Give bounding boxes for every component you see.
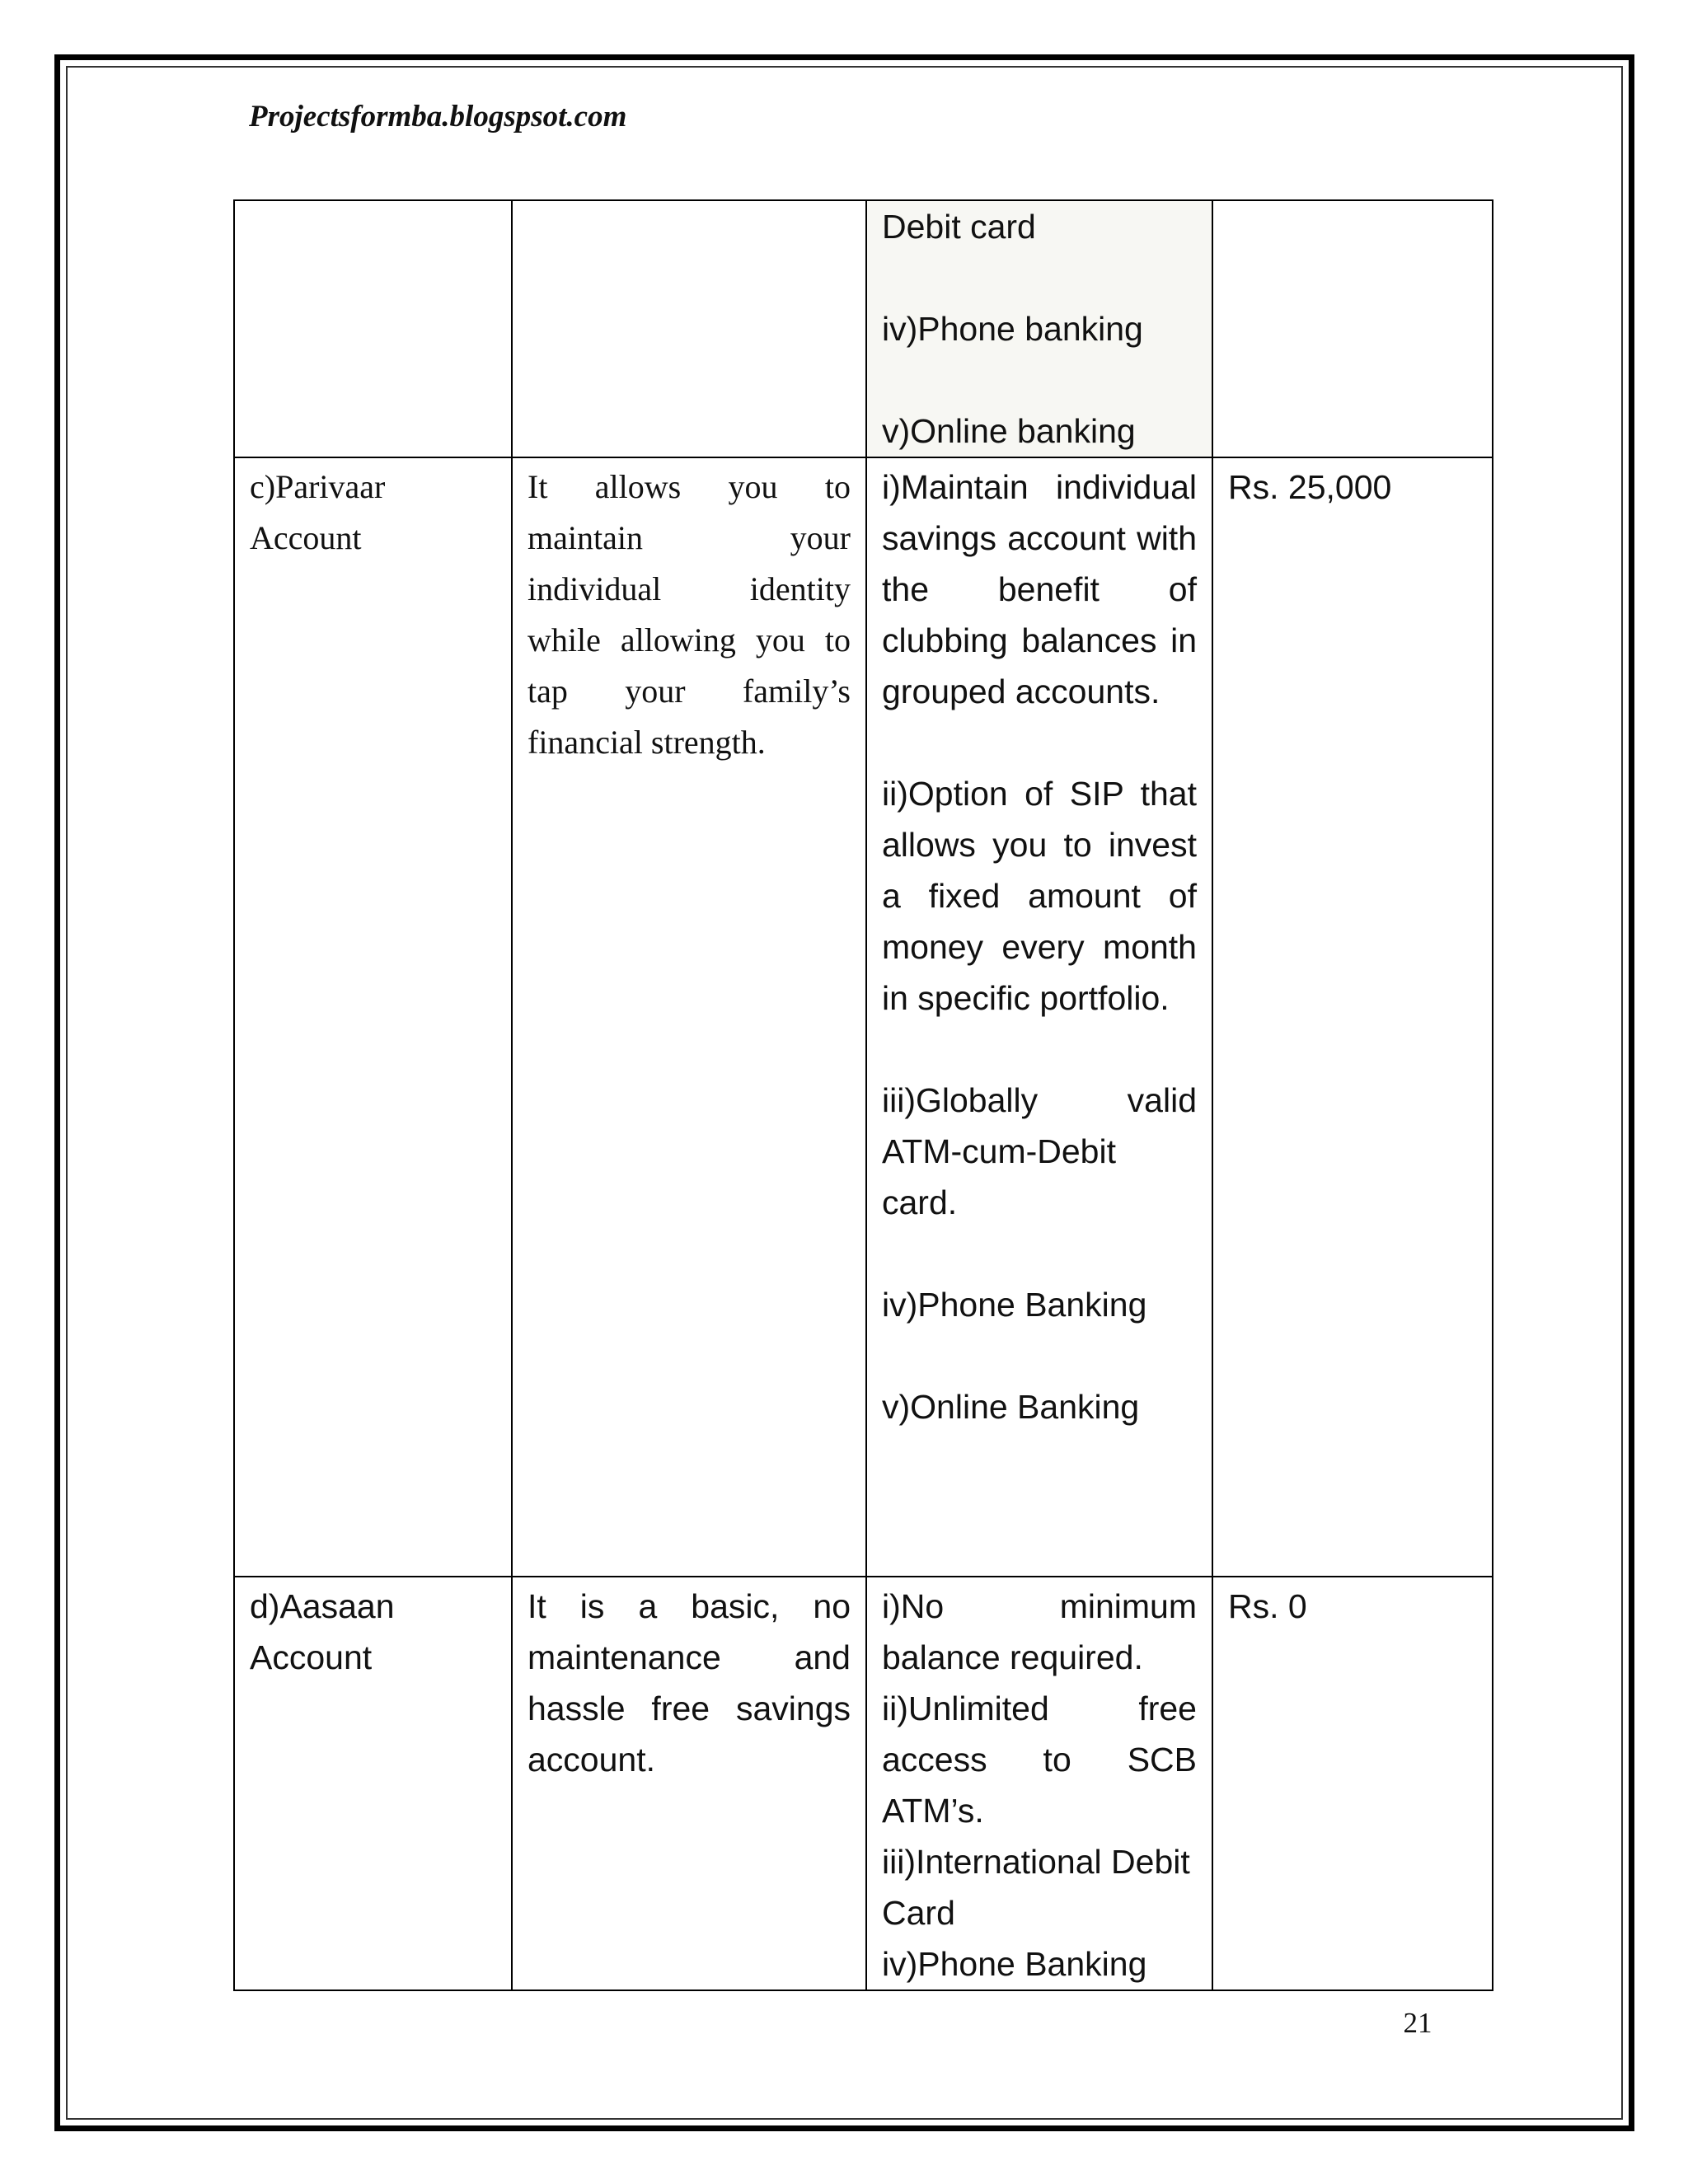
table-row-continuation [234, 200, 1493, 457]
feature-item: iii)Globally valid ATM-cum-Debit card. [882, 1081, 1197, 1221]
table-row [234, 1577, 1493, 1990]
savings-accounts-table [233, 199, 1493, 1991]
table-cell-features [866, 457, 1212, 1577]
feature-item: v)Online banking [882, 412, 1136, 450]
account-name-cell: c)Parivaar Account [234, 457, 512, 1577]
table-cell-features [866, 200, 1212, 457]
feature-item: ii)Option of SIP that allows you to invest a fixed amount of money every month in specific portfolio. [882, 775, 1197, 1017]
site-header: Projectsformba.blogspsot.com [249, 100, 627, 134]
feature-item: iv)Phone banking [882, 310, 1143, 348]
feature-item: iv)Phone Banking [882, 1945, 1147, 1983]
page-number: 21 [1403, 2007, 1432, 2039]
table-row [234, 457, 1493, 1577]
feature-item: ii)Unlimited free access to SCB ATM’s. [882, 1690, 1197, 1830]
table-cell-empty [1212, 200, 1493, 457]
account-description-cell: It is a basic, no maintenance and hassle free savings account. [512, 1577, 866, 1990]
feature-item: v)Online Banking [882, 1388, 1140, 1426]
feature-item: i)Maintain individual savings account with the benefit of clubbing balances in grouped accounts. [882, 468, 1197, 710]
minimum-balance-cell: Rs. 0 [1212, 1577, 1493, 1990]
feature-item: iii)International Debit Card [882, 1843, 1190, 1932]
feature-item: Debit card [882, 208, 1036, 246]
feature-item: i)No minimum balance required. [882, 1587, 1197, 1676]
table-cell-features [866, 1577, 1212, 1990]
table-cell-empty [234, 200, 512, 457]
table-cell-empty [512, 200, 866, 457]
account-name-cell: d)Aasaan Account [234, 1577, 512, 1990]
minimum-balance-cell: Rs. 25,000 [1212, 457, 1493, 1577]
feature-item: iv)Phone Banking [882, 1286, 1147, 1324]
account-description-cell: It allows you to maintain your individual identity while allowing you to tap your family’s financial strength. [512, 457, 866, 1577]
